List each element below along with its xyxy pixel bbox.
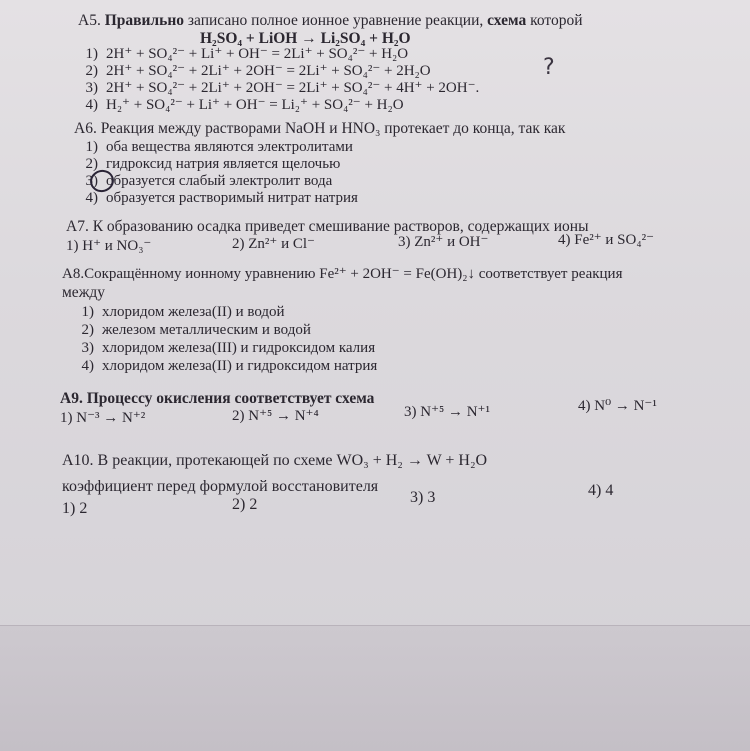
a10-question: A10. В реакции, протекающей по схеме WO₃ + H₂ → W + H₂O: [62, 452, 488, 469]
option-text: гидроксид натрия является щелочью: [106, 156, 341, 172]
option-text: образуется растворимый нитрат натрия: [106, 190, 358, 206]
a7-option-1: 1) H⁺ и NO₃⁻: [66, 238, 152, 254]
a5-question-end: которой: [526, 12, 583, 29]
option-text: H₂⁺ + SO₄²⁻ + Li⁺ + OH⁻ = Li₂⁺ + SO₄²⁻ + H₂O: [106, 97, 404, 113]
a5-number: A5.: [78, 12, 101, 29]
option-number: 1): [85, 139, 98, 155]
a8-question: A8.Сокращённому ионному уравнению Fe²⁺ + 2OH⁻ = Fe(OH)₂↓ соответствует реакция: [62, 266, 623, 282]
a5-option-2: [74, 63, 431, 80]
a5-bold-word: Правильно: [104, 12, 185, 29]
a10-option-4: 4) 4: [588, 482, 614, 499]
a8-question-cont: между: [62, 284, 106, 301]
a5-question-text: записано полное ионное уравнение реакции,: [184, 12, 488, 29]
option-number: 1): [81, 304, 94, 320]
a6-option-1: [74, 139, 353, 156]
a8-option-3: [70, 340, 375, 357]
a5-scheme: H₂SO₄ + LiOH → Li₂SO₄ + H₂O: [200, 30, 411, 47]
a5-question: [78, 12, 583, 30]
a7-option-3: 3) Zn²⁺ и OH⁻: [398, 234, 489, 250]
a7-option-2: 2) Zn²⁺ и Cl⁻: [232, 236, 315, 252]
option-text: образуется слабый электролит вода: [106, 173, 333, 189]
option-text: оба вещества являются электролитами: [106, 139, 353, 155]
a9-option-3: 3) N⁺⁵ → N⁺¹: [404, 404, 490, 420]
option-text: хлоридом железа(II) и гидроксидом натрия: [102, 358, 378, 374]
a6-option-2: [74, 156, 340, 173]
option-number: 3): [85, 173, 98, 189]
a9-question: A9. Процессу окисления соответствует схема: [60, 390, 375, 407]
a7-question: A7. К образованию осадка приведет смешивание растворов, содержащих ионы: [66, 218, 589, 235]
option-number: 4): [85, 97, 98, 113]
a6-question: A6. Реакция между растворами NaOH и HNO₃ протекает до конца, так как: [74, 120, 566, 137]
option-number: 2): [85, 156, 98, 172]
option-number: 3): [81, 340, 94, 356]
a10-option-3: 3) 3: [410, 489, 436, 506]
option-text: 2H⁺ + SO₄²⁻ + 2Li⁺ + 2OH⁻ = 2Li⁺ + SO₄²⁻ + 2H₂O: [106, 63, 431, 79]
option-text: хлоридом железа(III) и гидроксидом калия: [102, 340, 376, 356]
lower-sheet: [0, 625, 750, 751]
a7-option-4: 4) Fe²⁺ и SO₄²⁻: [558, 232, 655, 248]
option-number: 3): [85, 80, 98, 96]
a10-question-cont: коэффициент перед формулой восстановителя: [62, 478, 379, 495]
option-number: 4): [85, 190, 98, 206]
option-text: 2H⁺ + SO₄²⁻ + Li⁺ + OH⁻ = 2Li⁺ + SO₄²⁻ + H₂O: [106, 46, 409, 62]
option-number: 2): [85, 63, 98, 79]
option-number: 2): [81, 322, 94, 338]
a5-option-4: [74, 97, 404, 114]
handwritten-question-mark: ?: [543, 55, 555, 80]
a8-option-1: [70, 304, 285, 321]
a5-bold-scheme: схема: [487, 12, 527, 29]
option-number: 4): [81, 358, 94, 374]
option-text: хлоридом железа(II) и водой: [102, 304, 285, 320]
a6-option-4: [74, 190, 358, 207]
option-text: 2H⁺ + SO₄²⁻ + 2Li⁺ + 2OH⁻ = 2Li⁺ + SO₄²⁻ + 4H⁺ + 2OH⁻.: [106, 80, 480, 96]
a9-option-4: 4) N⁰ → N⁻¹: [578, 398, 657, 414]
a10-option-1: 1) 2: [62, 500, 88, 517]
a8-option-2: [70, 322, 311, 339]
option-text: железом металлическим и водой: [102, 322, 311, 338]
a5-option-1: [74, 46, 408, 63]
a8-option-4: [70, 358, 377, 375]
a5-option-3: [74, 80, 479, 97]
a9-option-2: 2) N⁺⁵ → N⁺⁴: [232, 408, 319, 424]
option-number: 1): [85, 46, 98, 62]
a10-option-2: 2) 2: [232, 496, 258, 513]
a9-option-1: 1) N⁻³ → N⁺²: [60, 410, 146, 426]
